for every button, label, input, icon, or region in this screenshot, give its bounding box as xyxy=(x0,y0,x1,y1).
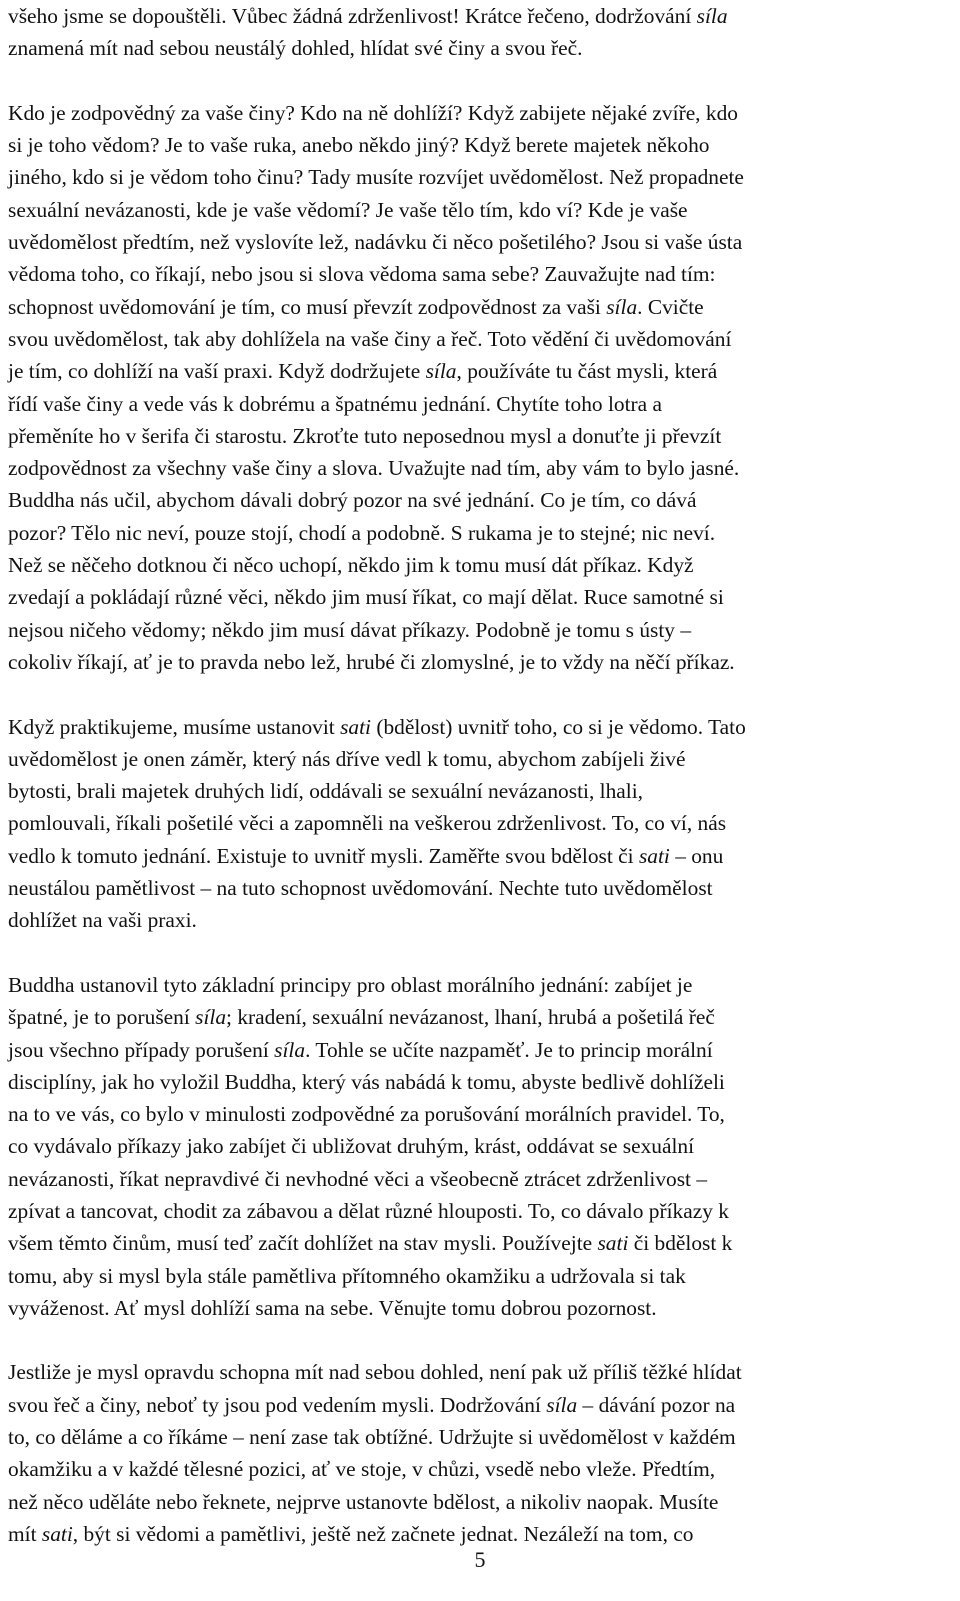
text-segment: , být si vědomi a pamětlivi, ještě než začnete jednat. Nezáleží na tom, co xyxy=(72,1521,694,1546)
text-segment: svou řeč a činy, neboť ty jsou pod vedením mysli. Dodržování xyxy=(8,1392,547,1417)
text-segment: zpívat a tancovat, chodit za zábavou a dělat různé hlouposti. To, co dávalo příkazy k xyxy=(8,1198,729,1223)
text-segment: dohlížet na vaši praxi. xyxy=(8,908,197,933)
text-line xyxy=(8,129,943,161)
text-line xyxy=(8,420,943,452)
text-segment: neustálou pamětlivost – na tuto schopnost uvědomování. Nechte tuto uvědomělost xyxy=(8,876,713,901)
text-segment: disciplíny, jak ho vyložil Buddha, který vás nabádá k tomu, abyste bedlivě dohlíželi xyxy=(8,1069,725,1094)
italic-term: sati xyxy=(638,843,670,868)
italic-term: sati xyxy=(597,1231,629,1256)
text-segment: , používáte tu část mysli, která xyxy=(456,359,718,384)
text-segment: schopnost uvědomování je tím, co musí převzít zodpovědnost za vaši xyxy=(8,294,607,319)
text-line xyxy=(8,1356,943,1388)
text-line xyxy=(8,646,943,678)
text-segment: tomu, aby si mysl byla stále pamětliva přítomného okamžiku a udržovala si tak xyxy=(8,1263,686,1288)
text-segment: . Tohle se učíte nazpaměť. Je to princip morální xyxy=(305,1037,713,1062)
paragraph xyxy=(8,0,943,65)
text-line xyxy=(8,711,943,743)
text-line xyxy=(8,775,943,807)
text-segment: jsou všechno případy porušení xyxy=(8,1037,275,1062)
text-segment: vyváženost. Ať mysl dohlíží sama na sebe. Věnujte tomu dobrou pozornost. xyxy=(8,1295,657,1320)
text-line xyxy=(8,549,943,581)
text-line xyxy=(8,1163,943,1195)
text-segment: nevázanosti, říkat nepravdivé či nevhodné věci a všeobecně ztrácet zdrženlivost – xyxy=(8,1166,708,1191)
text-segment: Než se něčeho dotknou či něco uchopí, někdo jim k tomu musí dát příkaz. Když xyxy=(8,553,694,578)
text-line xyxy=(8,807,943,839)
italic-term: síla xyxy=(546,1392,578,1417)
italic-term: sati xyxy=(340,714,371,739)
text-segment: zvedají a pokládají různé věci, někdo jim musí říkat, co mají dělat. Ruce samotné si xyxy=(8,585,724,610)
text-segment: ; kradení, sexuální nevázanost, lhaní, hrubá a pošetilá řeč xyxy=(226,1005,715,1030)
text-line xyxy=(8,161,943,193)
text-line xyxy=(8,581,943,613)
text-line xyxy=(8,840,943,872)
text-line xyxy=(8,1130,943,1162)
text-line xyxy=(8,1066,943,1098)
text-line xyxy=(8,1195,943,1227)
text-segment: přeměníte ho v šerifa či starostu. Zkroťte tuto neposednou mysl a donuťte ji převzít xyxy=(8,423,722,448)
text-segment: znamená mít nad sebou neustálý dohled, hlídat své činy a svou řeč. xyxy=(8,36,583,61)
text-line xyxy=(8,0,943,32)
paragraph xyxy=(8,97,943,678)
text-segment: Buddha nás učil, abychom dávali dobrý pozor na své jednání. Co je tím, co dává xyxy=(8,488,697,513)
text-line xyxy=(8,1292,943,1324)
text-segment: Když praktikujeme, musíme ustanovit xyxy=(8,714,341,739)
text-segment: špatné, je to porušení xyxy=(8,1005,196,1030)
text-segment: na to ve vás, co bylo v minulosti zodpovědné za porušování morálních pravidel. To, xyxy=(8,1102,725,1127)
text-line xyxy=(8,323,943,355)
text-segment: pozor? Tělo nic neví, pouze stojí, chodí a podobně. S rukama je to stejné; nic neví. xyxy=(8,520,716,545)
text-segment: řídí vaše činy a vede vás k dobrému a špatnému jednání. Chytíte toho lotra a xyxy=(8,391,663,416)
italic-term: síla xyxy=(425,359,457,384)
paragraph xyxy=(8,1356,943,1550)
text-line xyxy=(8,1260,943,1292)
text-line xyxy=(8,1001,943,1033)
italic-term: síla xyxy=(195,1005,227,1030)
text-segment: vědoma toho, co říkají, nebo jsou si slova vědoma sama sebe? Zauvažujte nad tím: xyxy=(8,262,716,287)
text-line xyxy=(8,484,943,516)
paragraph xyxy=(8,711,943,937)
text-line xyxy=(8,904,943,936)
text-line xyxy=(8,743,943,775)
text-segment: uvědomělost předtím, než vyslovíte lež, nadávku či něco pošetilého? Jsou si vaše ústa xyxy=(8,230,743,255)
text-segment: uvědomělost je onen záměr, který nás dříve vedl k tomu, abychom zabíjeli živé xyxy=(8,746,686,771)
text-segment: to, co děláme a co říkáme – není zase tak obtížné. Udržujte si uvědomělost v každém xyxy=(8,1425,736,1450)
text-segment: zodpovědnost za všechny vaše činy a slova. Uvažujte nad tím, aby vám to bylo jasné. xyxy=(8,456,740,481)
paragraph xyxy=(8,969,943,1324)
text-line xyxy=(8,452,943,484)
text-line xyxy=(8,226,943,258)
text-segment: je tím, co dohlíží na vaší praxi. Když dodržujete xyxy=(8,359,426,384)
text-segment: všeho jsme se dopouštěli. Vůbec žádná zdrženlivost! Krátce řečeno, dodržování xyxy=(8,4,697,28)
text-segment: jiného, kdo si je vědom toho činu? Tady musíte rozvíjet uvědomělost. Než propadnete xyxy=(8,165,744,190)
text-segment: . Cvičte xyxy=(637,294,704,319)
italic-term: síla xyxy=(606,294,638,319)
text-segment: Kdo je zodpovědný za vaše činy? Kdo na ně dohlíží? Když zabijete nějaké zvíře, kdo xyxy=(8,100,738,125)
text-line xyxy=(8,355,943,387)
text-line xyxy=(8,1421,943,1453)
text-segment: či bdělost k xyxy=(628,1231,733,1256)
text-line xyxy=(8,1486,943,1518)
text-segment: všem těmto činům, musí teď začít dohlížet na stav mysli. Používejte xyxy=(8,1231,598,1256)
text-segment: svou uvědomělost, tak aby dohlížela na vaše činy a řeč. Toto vědění či uvědomování xyxy=(8,326,732,351)
text-line xyxy=(8,1453,943,1485)
text-segment: cokoliv říkají, ať je to pravda nebo lež, hrubé či zlomyslné, je to vždy na něčí příkaz. xyxy=(8,649,735,674)
text-segment: okamžiku a v každé tělesné pozici, ať ve stoje, v chůzi, vsedě nebo vleže. Předtím, xyxy=(8,1457,716,1482)
text-line xyxy=(8,97,943,129)
italic-term: sati xyxy=(41,1521,73,1546)
text-line xyxy=(8,1034,943,1066)
italic-term: síla xyxy=(274,1037,306,1062)
text-segment: Jestliže je mysl opravdu schopna mít nad sebou dohled, není pak už příliš těžké hlídat xyxy=(8,1360,742,1385)
text-line xyxy=(8,32,943,64)
text-segment: – onu xyxy=(669,843,724,868)
text-line xyxy=(8,258,943,290)
text-line xyxy=(8,1227,943,1259)
document-body xyxy=(8,0,943,1550)
text-segment: sexuální nevázanosti, kde je vaše vědomí? Je vaše tělo tím, kdo ví? Kde je vaše xyxy=(8,197,688,222)
text-segment: vedlo k tomuto jednání. Existuje to uvnitř mysli. Zaměřte svou bdělost či xyxy=(8,843,639,868)
text-line xyxy=(8,1389,943,1421)
text-segment: – dávání pozor na xyxy=(577,1392,736,1417)
text-segment: mít xyxy=(8,1521,42,1546)
text-segment: pomlouvali, říkali pošetilé věci a zapomněli na veškerou zdrženlivost. To, co ví, nás xyxy=(8,811,727,836)
text-line xyxy=(8,291,943,323)
text-segment: co vydávalo příkazy jako zabíjet či ubližovat druhým, krást, oddávat se sexuální xyxy=(8,1134,695,1159)
text-line xyxy=(8,517,943,549)
text-segment: (bdělost) uvnitř toho, co si je vědomo. Tato xyxy=(371,714,746,739)
text-segment: si je toho vědom? Je to vaše ruka, anebo někdo jiný? Když berete majetek někoho xyxy=(8,133,710,158)
text-segment: Buddha ustanovil tyto základní principy pro oblast morálního jednání: zabíjet je xyxy=(8,972,693,997)
text-line xyxy=(8,969,943,1001)
text-segment: než něco uděláte nebo řeknete, nejprve ustanovte bdělost, a nikoliv naopak. Musíte xyxy=(8,1489,719,1514)
text-line xyxy=(8,388,943,420)
text-line xyxy=(8,614,943,646)
text-line xyxy=(8,1098,943,1130)
text-line xyxy=(8,194,943,226)
italic-term: síla xyxy=(696,4,728,28)
text-segment: nejsou ničeho vědomy; někdo jim musí dávat příkazy. Podobně je tomu s ústy – xyxy=(8,617,692,642)
text-line xyxy=(8,872,943,904)
text-segment: bytosti, brali majetek druhých lidí, oddávali se sexuální nevázanosti, lhali, xyxy=(8,779,644,804)
page-number: 5 xyxy=(474,1547,486,1572)
